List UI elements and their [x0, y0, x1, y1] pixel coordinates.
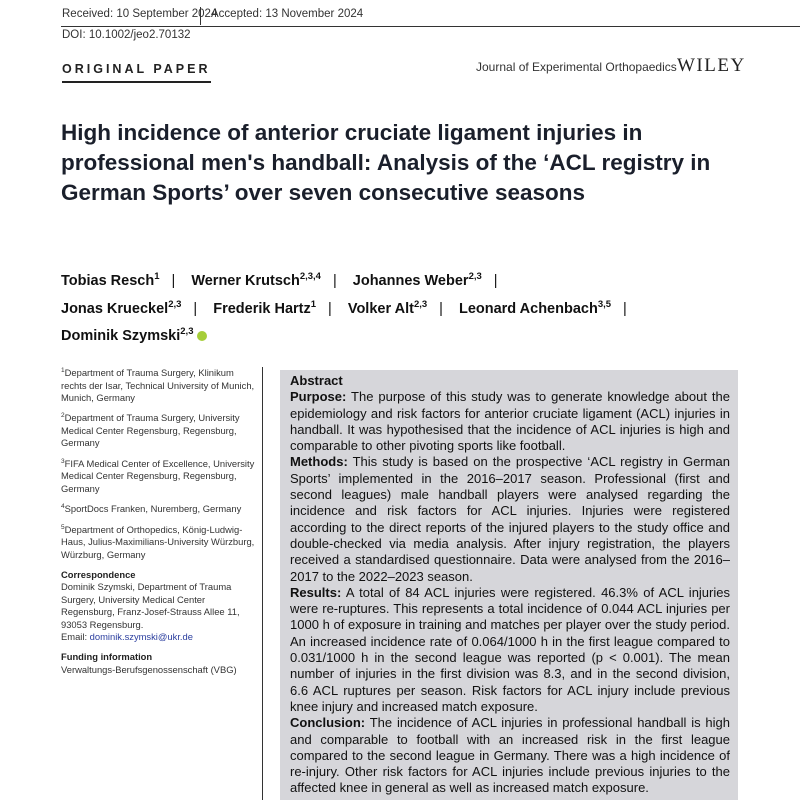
- accepted-date: Accepted: 13 November 2024: [211, 8, 364, 20]
- header-rule: [61, 26, 800, 27]
- column-divider: [262, 367, 263, 800]
- abstract-heading: Abstract: [290, 373, 343, 388]
- affiliation: $^4$SportDocs Franken, Nuremberg, Germany: [61, 503, 242, 515]
- author[interactable]: Leonard Achenbach$^{3,5}$: [458, 298, 612, 317]
- abstract-results: Results: A total of 84 ACL injuries were registered. 46.3% of ACL injuries were re-ruptures. This represents a total incidence of 0.044 ACL injuries per 1000 h of exposure in training and matches per player over the study period. An increased incidence rate of 0.064/1000 h in the first league compared to 0.031/1000 h in the second league was reported (p < 0.001). The mean number of injuries in the first division was 8.3, and in the second division, 6.6 ACL ruptures per season. Risk factors for ACL injury include previous knee injury and increased match exposure.: [290, 584, 730, 714]
- publisher-logo: WILEY: [677, 55, 746, 76]
- received-date: Received: 10 September 2024: [62, 8, 218, 20]
- doi[interactable]: DOI: 10.1002/jeo2.70132: [62, 29, 191, 41]
- affiliation: $^2$Department of Trauma Surgery, University Medical Center Regensburg, Regensburg, Germany: [61, 412, 240, 449]
- header-separator: [200, 7, 201, 25]
- orcid-icon[interactable]: [197, 331, 207, 341]
- abstract-methods: Methods: This study is based on the prospective ‘ACL registry in German Sports’ implemented in the 2016–2017 season. Professional (first and second leagues) male handball players were analysed regarding the incidence and risk factors for ACL injuries. Injuries were registered according to the direct reports of the injured players to the study office and double-checked via media analysis. After injury registration, the players received a standardised questionnaire. Data were analysed from the 2016–2017 to the 2022–2023 season.: [290, 454, 730, 584]
- affiliation: $^3$FIFA Medical Center of Excellence, University Medical Center Regensburg, Regensburg, Germany: [61, 457, 255, 494]
- author[interactable]: Werner Krutsch$^{2,3,4}$: [191, 271, 321, 289]
- abstract-purpose: Purpose: The purpose of this study was to generate knowledge about the epidemiology and risk factors for anterior cruciate ligament (ACL) injuries in handball. It was hypothesised that the incidence of ACL injuries is high and comparable to other pivoting sports like football.: [290, 389, 730, 454]
- author[interactable]: Volker Alt$^{2,3}$: [347, 298, 428, 317]
- author[interactable]: Johannes Weber$^{2,3}$: [352, 271, 482, 289]
- affiliation: $^5$Department of Orthopedics, König-Ludwig-Haus, Julius-Maximilians-University Würzburg, Würzburg, Germany: [61, 523, 255, 560]
- funding-text: Verwaltungs-Berufsgenossenschaft (VBG): [61, 663, 237, 675]
- affiliation: $^1$Department of Trauma Surgery, Klinikum rechts der Isar, Technical University of Munich, Munich, Germany: [61, 367, 255, 403]
- author[interactable]: Dominik Szymski$^{2,3}$: [61, 326, 194, 345]
- email-link[interactable]: dominik.szymski@ukr.de: [89, 630, 193, 642]
- paper-title: High incidence of anterior cruciate ligament injuries in professional men's handball: Analysis of the ‘ACL registry in German Sports’ over seven consecutive seasons: [61, 120, 711, 205]
- correspondence-text: Dominik Szymski, Department of Trauma Surgery, University Medical Center Regensburg, Franz-Josef-Strauss Allee 11, 93053 Regensburg. Email: dominik.szymski@ukr.de: [61, 581, 240, 642]
- journal-name: Journal of Experimental Orthopaedics: [476, 60, 677, 74]
- author-list: Tobias Resch$^1$ | Werner Krutsch$^{2,3,4}$ | Johannes Weber$^{2,3}$ | Jonas Krueckel$^{2,3}$ | Frederik Hartz$^1$ | Volker Alt$^{2,3}$ | Leonard Achenbach$^{3,5}$ | Dominik Szymski$^{2,3}$: [61, 271, 627, 345]
- abstract-conclusion: Conclusion: The incidence of ACL injuries in professional handball is high and comparable to football with an increased risk in the first league compared to the second league in Germany. There was a high incidence of re-injury. Other risk factors for ACL injuries include previous injuries to the affected knee in general as well as increased match exposure.: [290, 715, 730, 796]
- funding-heading: Funding information: [61, 651, 153, 663]
- sidebar-info: [61, 365, 261, 676]
- author[interactable]: Tobias Resch$^1$: [61, 271, 160, 289]
- article-type: ORIGINAL PAPER: [62, 62, 211, 83]
- abstract-box: [280, 370, 738, 800]
- author[interactable]: Jonas Krueckel$^{2,3}$: [61, 298, 182, 317]
- author[interactable]: Frederik Hartz$^1$: [213, 298, 317, 317]
- correspondence-heading: Correspondence: [61, 568, 136, 580]
